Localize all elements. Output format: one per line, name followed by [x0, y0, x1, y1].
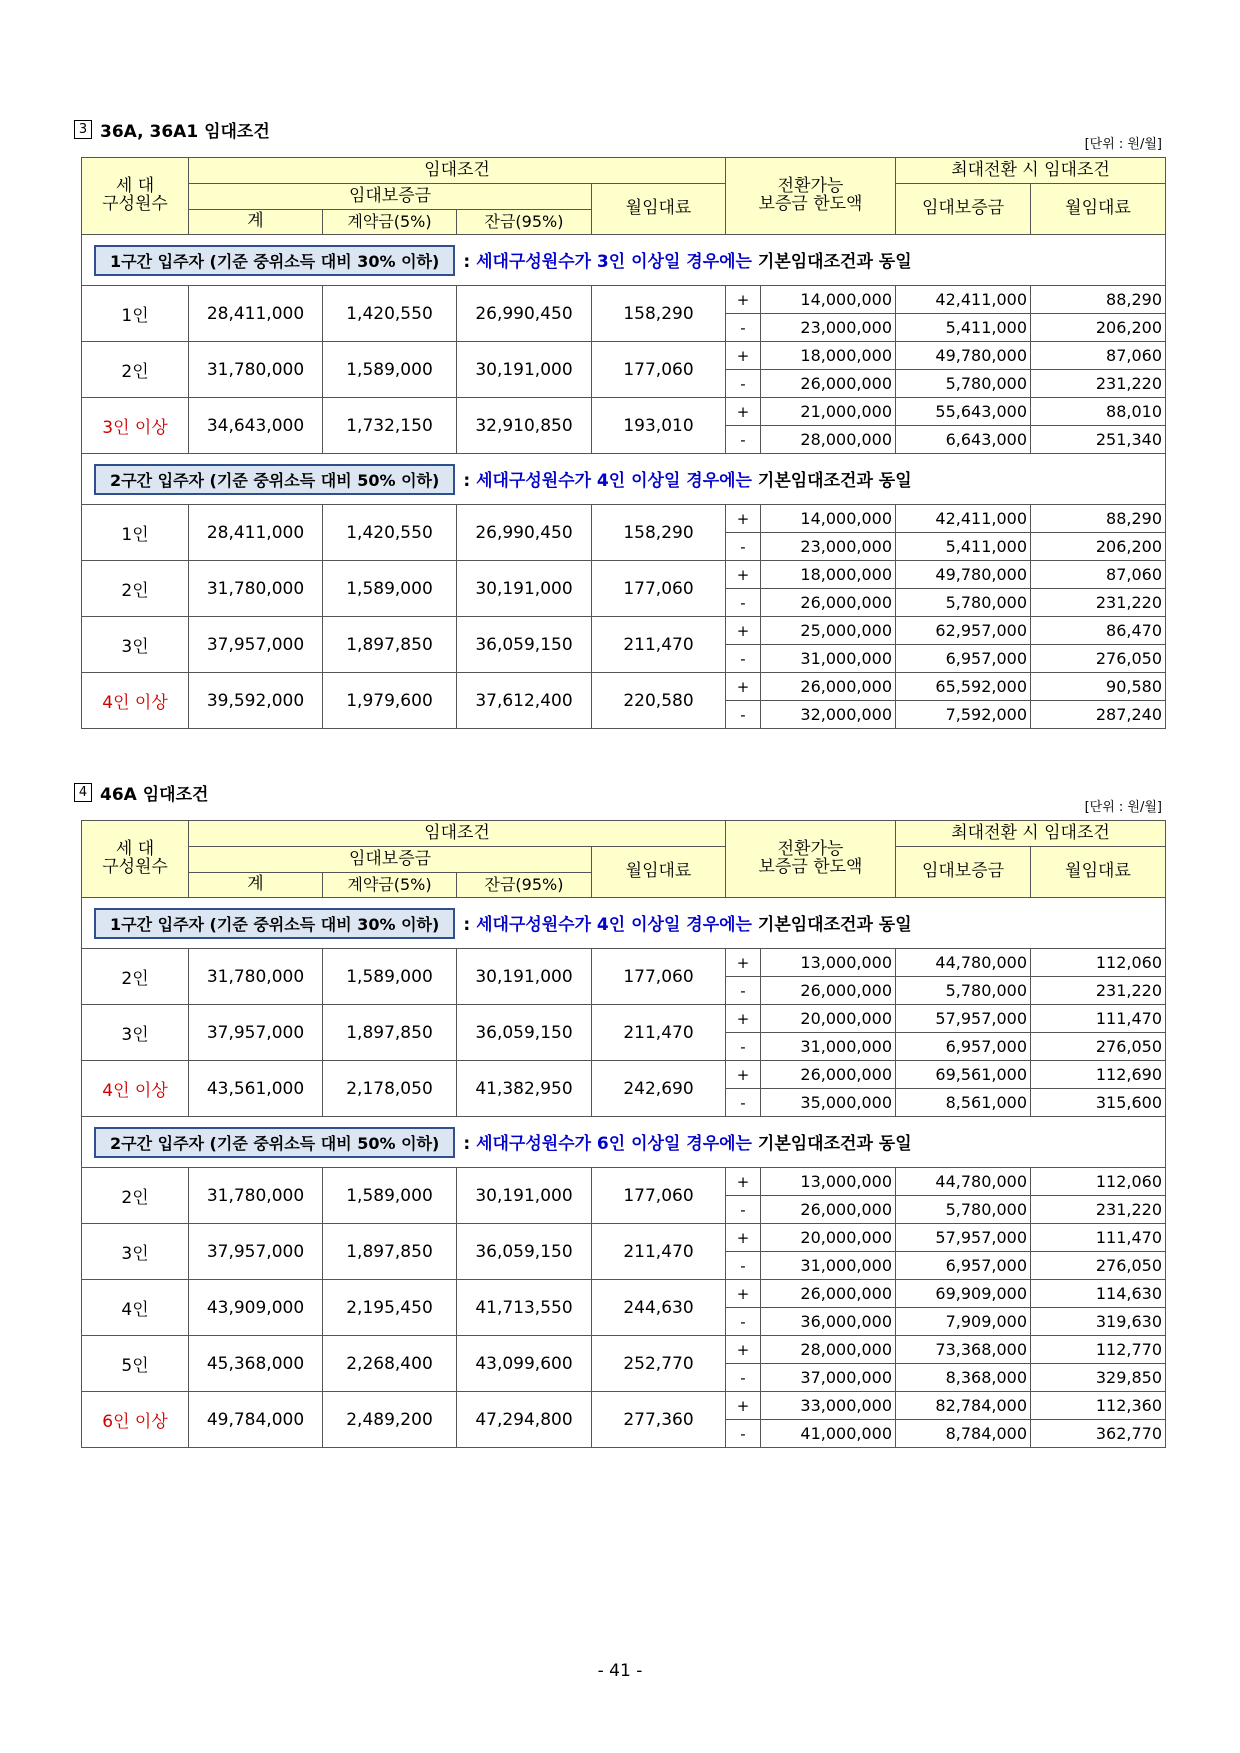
max-deposit: 5,780,000 [896, 370, 1031, 398]
rent-table [81, 820, 1166, 1448]
max-deposit: 6,643,000 [896, 426, 1031, 454]
deposit-balance: 30,191,000 [457, 342, 592, 398]
max-monthly-rent: 112,360 [1031, 1392, 1166, 1420]
max-deposit: 82,784,000 [896, 1392, 1031, 1420]
deposit-contract: 1,897,850 [323, 1224, 457, 1280]
max-monthly-rent: 231,220 [1031, 977, 1166, 1005]
conversion-sign: + [726, 1168, 761, 1196]
section-number-box: 3 [74, 120, 92, 139]
header-balance: 잔금(95%) [457, 873, 592, 898]
max-deposit: 44,780,000 [896, 949, 1031, 977]
header-total: 계 [189, 873, 323, 898]
max-monthly-rent: 88,010 [1031, 398, 1166, 426]
income-band-cell [82, 1117, 1166, 1168]
header-household: 세 대 구성원수 [82, 158, 189, 235]
rent-table [81, 157, 1166, 729]
max-monthly-rent: 90,580 [1031, 673, 1166, 701]
band-note-condition: 세대구성원수가 3인 이상일 경우에는 [476, 251, 752, 272]
deposit-balance: 36,059,150 [457, 1224, 592, 1280]
page-number: - 41 - [597, 1661, 643, 1681]
deposit-balance: 37,612,400 [457, 673, 592, 729]
household-size: 3인 [82, 1005, 189, 1061]
convertible-limit: 25,000,000 [761, 617, 896, 645]
deposit-contract: 1,897,850 [323, 617, 457, 673]
deposit-total: 31,780,000 [189, 1168, 323, 1224]
unit-label: [단위 : 원/월] [1084, 800, 1162, 815]
monthly-rent: 158,290 [592, 505, 726, 561]
max-deposit: 73,368,000 [896, 1336, 1031, 1364]
deposit-contract: 1,979,600 [323, 673, 457, 729]
convertible-limit: 28,000,000 [761, 1336, 896, 1364]
convertible-limit: 26,000,000 [761, 370, 896, 398]
deposit-total: 28,411,000 [189, 286, 323, 342]
convertible-limit: 28,000,000 [761, 426, 896, 454]
deposit-total: 37,957,000 [189, 617, 323, 673]
monthly-rent: 242,690 [592, 1061, 726, 1117]
deposit-total: 45,368,000 [189, 1336, 323, 1392]
deposit-total: 28,411,000 [189, 505, 323, 561]
household-size: 1인 [82, 505, 189, 561]
max-monthly-rent: 329,850 [1031, 1364, 1166, 1392]
deposit-contract: 1,897,850 [323, 1005, 457, 1061]
deposit-balance: 36,059,150 [457, 1005, 592, 1061]
header-convertible: 전환가능 보증금 한도액 [726, 821, 896, 898]
convertible-limit: 26,000,000 [761, 589, 896, 617]
convertible-limit: 14,000,000 [761, 286, 896, 314]
max-deposit: 7,592,000 [896, 701, 1031, 729]
deposit-balance: 47,294,800 [457, 1392, 592, 1448]
table-row [82, 949, 1166, 977]
table-row [82, 1392, 1166, 1420]
table-row [82, 398, 1166, 426]
conversion-sign: + [726, 1392, 761, 1420]
header-balance: 잔금(95%) [457, 210, 592, 235]
max-deposit: 6,957,000 [896, 1252, 1031, 1280]
household-size: 4인 이상 [82, 673, 189, 729]
max-deposit: 5,411,000 [896, 533, 1031, 561]
household-size: 2인 [82, 1168, 189, 1224]
band-note-result: 기본임대조건과 동일 [757, 251, 912, 272]
income-band-cell [82, 454, 1166, 505]
band-note-colon: : [463, 914, 471, 935]
band-note-colon: : [463, 1133, 471, 1154]
convertible-limit: 13,000,000 [761, 949, 896, 977]
band-note-result: 기본임대조건과 동일 [757, 470, 912, 491]
household-size: 4인 [82, 1280, 189, 1336]
band-note-condition: 세대구성원수가 4인 이상일 경우에는 [476, 914, 752, 935]
max-monthly-rent: 276,050 [1031, 645, 1166, 673]
income-band-cell [82, 898, 1166, 949]
conversion-sign: - [726, 1089, 761, 1117]
max-monthly-rent: 86,470 [1031, 617, 1166, 645]
table-row [82, 342, 1166, 370]
convertible-limit: 20,000,000 [761, 1005, 896, 1033]
header-deposit: 임대보증금 [189, 184, 592, 210]
monthly-rent: 211,470 [592, 617, 726, 673]
max-monthly-rent: 276,050 [1031, 1033, 1166, 1061]
monthly-rent: 211,470 [592, 1005, 726, 1061]
max-monthly-rent: 112,690 [1031, 1061, 1166, 1089]
household-size: 3인 [82, 1224, 189, 1280]
max-monthly-rent: 111,470 [1031, 1005, 1166, 1033]
convertible-limit: 41,000,000 [761, 1420, 896, 1448]
monthly-rent: 220,580 [592, 673, 726, 729]
convertible-limit: 35,000,000 [761, 1089, 896, 1117]
table-row [82, 505, 1166, 533]
conversion-sign: - [726, 533, 761, 561]
max-monthly-rent: 231,220 [1031, 370, 1166, 398]
header-row [82, 821, 1166, 847]
table-row [82, 1280, 1166, 1308]
max-deposit: 62,957,000 [896, 617, 1031, 645]
deposit-total: 31,780,000 [189, 949, 323, 1005]
convertible-limit: 26,000,000 [761, 1196, 896, 1224]
max-monthly-rent: 251,340 [1031, 426, 1166, 454]
convertible-limit: 20,000,000 [761, 1224, 896, 1252]
section-number-box: 4 [74, 783, 92, 802]
conversion-sign: + [726, 1280, 761, 1308]
income-band-label: 2구간 입주자 (기준 중위소득 대비 50% 이하) [94, 464, 455, 495]
band-note-colon: : [463, 470, 471, 491]
header-row [82, 158, 1166, 184]
conversion-sign: + [726, 342, 761, 370]
max-monthly-rent: 87,060 [1031, 342, 1166, 370]
convertible-limit: 18,000,000 [761, 561, 896, 589]
table-row [82, 1224, 1166, 1252]
max-monthly-rent: 319,630 [1031, 1308, 1166, 1336]
table-row [82, 1061, 1166, 1089]
monthly-rent: 177,060 [592, 561, 726, 617]
deposit-total: 39,592,000 [189, 673, 323, 729]
header-max-conversion: 최대전환 시 임대조건 [896, 821, 1166, 847]
income-band-row [82, 898, 1166, 949]
income-band-label: 1구간 입주자 (기준 중위소득 대비 30% 이하) [94, 908, 455, 939]
table-row [82, 1336, 1166, 1364]
header-max-deposit: 임대보증금 [896, 184, 1031, 235]
conversion-sign: + [726, 949, 761, 977]
conversion-sign: + [726, 505, 761, 533]
conversion-sign: - [726, 1196, 761, 1224]
deposit-contract: 1,589,000 [323, 561, 457, 617]
monthly-rent: 177,060 [592, 949, 726, 1005]
deposit-total: 31,780,000 [189, 342, 323, 398]
table-row [82, 561, 1166, 589]
conversion-sign: + [726, 617, 761, 645]
monthly-rent: 193,010 [592, 398, 726, 454]
conversion-sign: - [726, 426, 761, 454]
monthly-rent: 244,630 [592, 1280, 726, 1336]
income-band-note [463, 471, 911, 491]
convertible-limit: 26,000,000 [761, 977, 896, 1005]
max-monthly-rent: 206,200 [1031, 533, 1166, 561]
income-band-label: 2구간 입주자 (기준 중위소득 대비 50% 이하) [94, 1127, 455, 1158]
conversion-sign: - [726, 645, 761, 673]
max-monthly-rent: 206,200 [1031, 314, 1166, 342]
conversion-sign: + [726, 561, 761, 589]
income-band-cell [82, 235, 1166, 286]
deposit-balance: 43,099,600 [457, 1336, 592, 1392]
header-convertible: 전환가능 보증금 한도액 [726, 158, 896, 235]
max-monthly-rent: 362,770 [1031, 1420, 1166, 1448]
max-deposit: 55,643,000 [896, 398, 1031, 426]
conversion-sign: - [726, 701, 761, 729]
max-monthly-rent: 88,290 [1031, 286, 1166, 314]
conversion-sign: - [726, 1308, 761, 1336]
max-monthly-rent: 231,220 [1031, 1196, 1166, 1224]
deposit-total: 34,643,000 [189, 398, 323, 454]
max-monthly-rent: 276,050 [1031, 1252, 1166, 1280]
max-deposit: 65,592,000 [896, 673, 1031, 701]
deposit-contract: 2,195,450 [323, 1280, 457, 1336]
max-deposit: 49,780,000 [896, 561, 1031, 589]
header-max-deposit: 임대보증금 [896, 847, 1031, 898]
monthly-rent: 177,060 [592, 342, 726, 398]
convertible-limit: 23,000,000 [761, 314, 896, 342]
band-note-result: 기본임대조건과 동일 [757, 1133, 912, 1154]
conversion-sign: - [726, 589, 761, 617]
max-deposit: 7,909,000 [896, 1308, 1031, 1336]
income-band-note [463, 915, 911, 935]
band-note-colon: : [463, 251, 471, 272]
max-deposit: 42,411,000 [896, 505, 1031, 533]
deposit-balance: 30,191,000 [457, 561, 592, 617]
max-monthly-rent: 112,770 [1031, 1336, 1166, 1364]
conversion-sign: - [726, 977, 761, 1005]
monthly-rent: 211,470 [592, 1224, 726, 1280]
table-row [82, 1005, 1166, 1033]
conversion-sign: + [726, 1061, 761, 1089]
header-contract: 계약금(5%) [323, 210, 457, 235]
deposit-balance: 30,191,000 [457, 949, 592, 1005]
unit-label: [단위 : 원/월] [1084, 137, 1162, 152]
max-monthly-rent: 111,470 [1031, 1224, 1166, 1252]
conversion-sign: + [726, 673, 761, 701]
convertible-limit: 32,000,000 [761, 701, 896, 729]
max-deposit: 6,957,000 [896, 1033, 1031, 1061]
income-band-note [463, 252, 911, 272]
convertible-limit: 14,000,000 [761, 505, 896, 533]
monthly-rent: 252,770 [592, 1336, 726, 1392]
income-band-row [82, 1117, 1166, 1168]
section-title-text: 46A 임대조건 [100, 785, 209, 805]
household-size: 1인 [82, 286, 189, 342]
max-monthly-rent: 287,240 [1031, 701, 1166, 729]
income-band-label: 1구간 입주자 (기준 중위소득 대비 30% 이하) [94, 245, 455, 276]
max-deposit: 8,368,000 [896, 1364, 1031, 1392]
monthly-rent: 277,360 [592, 1392, 726, 1448]
convertible-limit: 26,000,000 [761, 673, 896, 701]
deposit-balance: 26,990,450 [457, 286, 592, 342]
header-max-monthly: 월임대료 [1031, 847, 1166, 898]
deposit-total: 37,957,000 [189, 1005, 323, 1061]
deposit-total: 31,780,000 [189, 561, 323, 617]
max-monthly-rent: 112,060 [1031, 949, 1166, 977]
convertible-limit: 31,000,000 [761, 1252, 896, 1280]
convertible-limit: 18,000,000 [761, 342, 896, 370]
max-deposit: 5,780,000 [896, 589, 1031, 617]
table-row [82, 673, 1166, 701]
max-deposit: 57,957,000 [896, 1224, 1031, 1252]
deposit-balance: 41,713,550 [457, 1280, 592, 1336]
conversion-sign: - [726, 314, 761, 342]
deposit-contract: 1,420,550 [323, 505, 457, 561]
income-band-row [82, 454, 1166, 505]
conversion-sign: - [726, 1420, 761, 1448]
deposit-total: 43,561,000 [189, 1061, 323, 1117]
convertible-limit: 26,000,000 [761, 1280, 896, 1308]
section-title [74, 780, 208, 805]
conversion-sign: + [726, 1336, 761, 1364]
table-row [82, 1168, 1166, 1196]
conversion-sign: + [726, 1005, 761, 1033]
deposit-contract: 1,589,000 [323, 949, 457, 1005]
convertible-limit: 33,000,000 [761, 1392, 896, 1420]
max-deposit: 49,780,000 [896, 342, 1031, 370]
convertible-limit: 36,000,000 [761, 1308, 896, 1336]
monthly-rent: 158,290 [592, 286, 726, 342]
convertible-limit: 37,000,000 [761, 1364, 896, 1392]
convertible-limit: 13,000,000 [761, 1168, 896, 1196]
table-row [82, 617, 1166, 645]
max-deposit: 57,957,000 [896, 1005, 1031, 1033]
conversion-sign: - [726, 370, 761, 398]
header-monthly-rent: 월임대료 [592, 847, 726, 898]
section-title [74, 117, 270, 142]
deposit-balance: 30,191,000 [457, 1168, 592, 1224]
max-deposit: 42,411,000 [896, 286, 1031, 314]
deposit-balance: 26,990,450 [457, 505, 592, 561]
max-deposit: 69,561,000 [896, 1061, 1031, 1089]
deposit-contract: 2,178,050 [323, 1061, 457, 1117]
max-deposit: 69,909,000 [896, 1280, 1031, 1308]
header-rent-conditions: 임대조건 [189, 158, 726, 184]
max-monthly-rent: 88,290 [1031, 505, 1166, 533]
deposit-total: 43,909,000 [189, 1280, 323, 1336]
table-row [82, 286, 1166, 314]
convertible-limit: 26,000,000 [761, 1061, 896, 1089]
max-monthly-rent: 87,060 [1031, 561, 1166, 589]
convertible-limit: 23,000,000 [761, 533, 896, 561]
convertible-limit: 21,000,000 [761, 398, 896, 426]
max-deposit: 5,780,000 [896, 977, 1031, 1005]
header-row [82, 184, 1166, 210]
max-deposit: 5,780,000 [896, 1196, 1031, 1224]
max-deposit: 8,561,000 [896, 1089, 1031, 1117]
band-note-condition: 세대구성원수가 4인 이상일 경우에는 [476, 470, 752, 491]
conversion-sign: - [726, 1252, 761, 1280]
convertible-limit: 31,000,000 [761, 1033, 896, 1061]
header-household: 세 대 구성원수 [82, 821, 189, 898]
household-size: 3인 [82, 617, 189, 673]
household-size: 2인 [82, 949, 189, 1005]
household-size: 3인 이상 [82, 398, 189, 454]
household-size: 6인 이상 [82, 1392, 189, 1448]
conversion-sign: - [726, 1364, 761, 1392]
header-row [82, 847, 1166, 873]
deposit-contract: 1,589,000 [323, 342, 457, 398]
conversion-sign: + [726, 286, 761, 314]
income-band-row [82, 235, 1166, 286]
max-monthly-rent: 231,220 [1031, 589, 1166, 617]
monthly-rent: 177,060 [592, 1168, 726, 1224]
convertible-limit: 31,000,000 [761, 645, 896, 673]
deposit-contract: 1,420,550 [323, 286, 457, 342]
band-note-condition: 세대구성원수가 6인 이상일 경우에는 [476, 1133, 752, 1154]
deposit-contract: 1,732,150 [323, 398, 457, 454]
conversion-sign: - [726, 1033, 761, 1061]
deposit-contract: 2,268,400 [323, 1336, 457, 1392]
household-size: 2인 [82, 561, 189, 617]
max-deposit: 44,780,000 [896, 1168, 1031, 1196]
conversion-sign: + [726, 398, 761, 426]
max-deposit: 5,411,000 [896, 314, 1031, 342]
header-deposit: 임대보증금 [189, 847, 592, 873]
household-size: 4인 이상 [82, 1061, 189, 1117]
deposit-total: 37,957,000 [189, 1224, 323, 1280]
household-size: 5인 [82, 1336, 189, 1392]
header-max-conversion: 최대전환 시 임대조건 [896, 158, 1166, 184]
max-deposit: 8,784,000 [896, 1420, 1031, 1448]
deposit-balance: 36,059,150 [457, 617, 592, 673]
header-rent-conditions: 임대조건 [189, 821, 726, 847]
income-band-note [463, 1134, 911, 1154]
deposit-balance: 32,910,850 [457, 398, 592, 454]
conversion-sign: + [726, 1224, 761, 1252]
header-max-monthly: 월임대료 [1031, 184, 1166, 235]
header-monthly-rent: 월임대료 [592, 184, 726, 235]
header-contract: 계약금(5%) [323, 873, 457, 898]
section-title-text: 36A, 36A1 임대조건 [100, 122, 270, 142]
deposit-balance: 41,382,950 [457, 1061, 592, 1117]
max-monthly-rent: 114,630 [1031, 1280, 1166, 1308]
max-deposit: 6,957,000 [896, 645, 1031, 673]
deposit-total: 49,784,000 [189, 1392, 323, 1448]
deposit-contract: 2,489,200 [323, 1392, 457, 1448]
band-note-result: 기본임대조건과 동일 [757, 914, 912, 935]
max-monthly-rent: 112,060 [1031, 1168, 1166, 1196]
header-total: 계 [189, 210, 323, 235]
household-size: 2인 [82, 342, 189, 398]
deposit-contract: 1,589,000 [323, 1168, 457, 1224]
max-monthly-rent: 315,600 [1031, 1089, 1166, 1117]
